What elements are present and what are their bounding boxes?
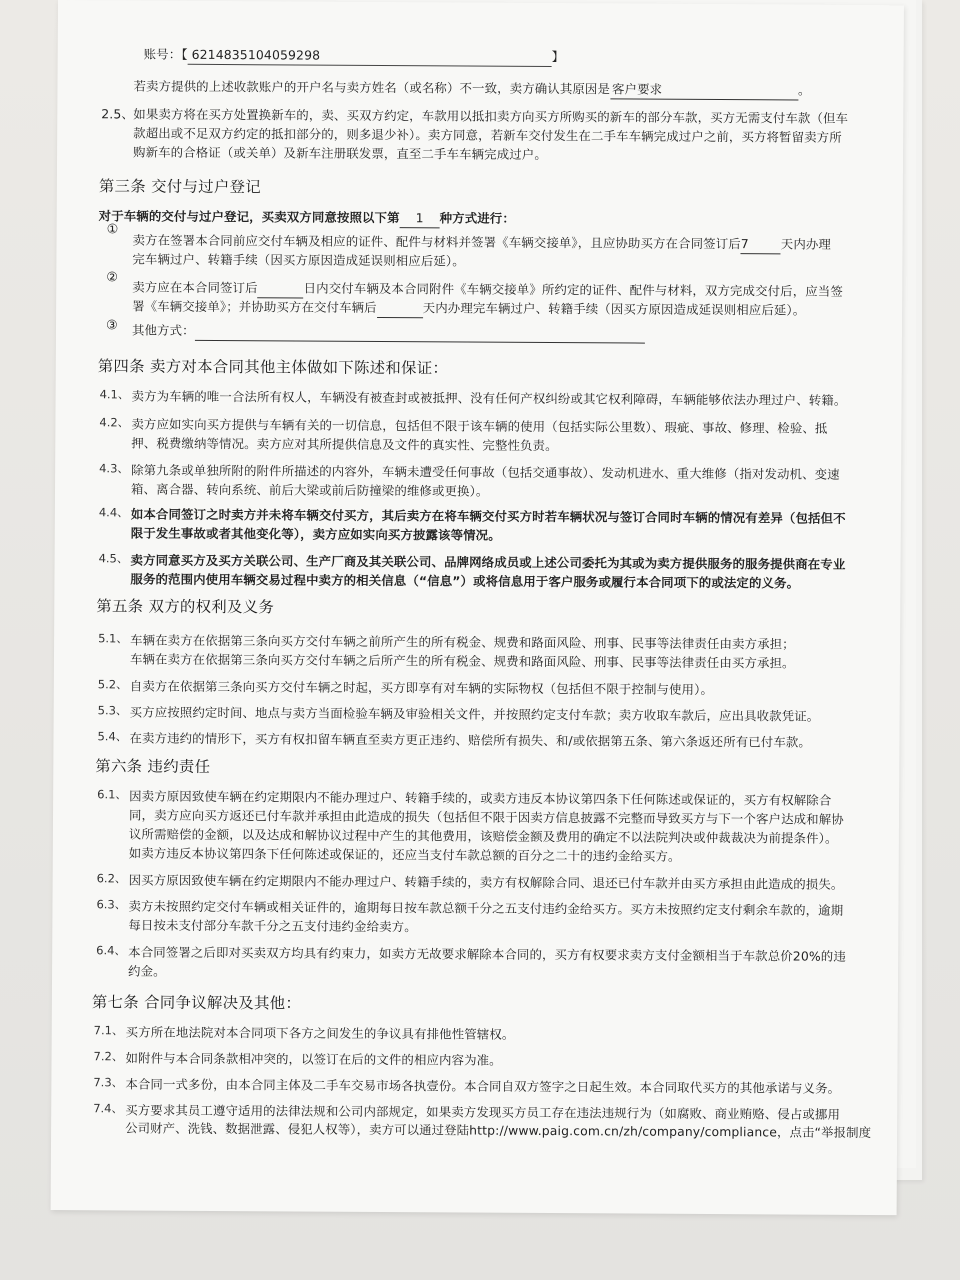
section-3-intro-end: 种方式进行： xyxy=(439,210,515,226)
clause-6-4-num: 6.4、 xyxy=(96,943,127,958)
option-1-days: 7 xyxy=(741,234,781,254)
clause-7-2-line1: 如附件与本合同条款相冲突的，以签订在后的文件的相应内容为准。 xyxy=(125,1050,502,1068)
clause-4-3-line2: 箱、离合器、转向系统、前后大梁或前后防撞梁的维修或更换）。 xyxy=(130,481,489,499)
clause-6-1-num: 6.1、 xyxy=(97,787,127,802)
clause-6-3-num: 6.3、 xyxy=(96,897,127,912)
option-2-mark: ② xyxy=(106,270,119,286)
option-1-text-end: 天内办理 xyxy=(780,236,832,252)
section-3-title: 第三条 交付与过户登记 xyxy=(98,177,262,197)
option-2-text-end: 天内办理完车辆过户、转籍手续（因买方原因造成延误则相应后延）。 xyxy=(422,300,806,318)
clause-4-2-line2: 押、税费缴纳等情况。卖方应对其所提供信息及文件的真实性、完整性负责。 xyxy=(131,435,558,454)
clause-7-3-line1: 本合同一式多份，由本合同主体及二手车交易市场各执壹份。本合同自双方签字之日起生效。本合同取代买方的其他承诺与义务。 xyxy=(125,1076,841,1096)
option-2-text-2: 署《车辆交接单》；并协助买方在交付车辆后 xyxy=(132,298,377,315)
clause-7-1-line1: 买方所在地法院对本合同项下各方之间发生的争议具有排他性管辖权。 xyxy=(125,1024,515,1042)
option-2-days-blank xyxy=(258,278,304,298)
clause-4-2-num: 4.2、 xyxy=(99,415,130,430)
account-line xyxy=(144,45,565,68)
clause-4-5-line2: 服务的范围内使用车辆交易过程中卖方的相关信息（“信息”）或将信息用于客户服务或履行本合同项下的或法定的义务。 xyxy=(130,571,800,591)
clause-5-1-num: 5.1、 xyxy=(98,631,128,646)
clause-2-5-line2: 款超出或不足双方约定的抵扣部分的，则多退少补）。卖方同意，若新车交付发生在二手车车辆完成过户之前，买方将暂留卖方所 xyxy=(133,125,842,145)
clause-6-1-line4: 如卖方违反本协议第四条下任何陈述或保证的，还应当支付车款总额的百分之二十的违约金给买方。 xyxy=(128,845,681,864)
account-reason-line xyxy=(133,76,810,100)
clause-4-5-line1: 卖方同意买方及买方关联公司、生产厂商及其关联公司、品牌网络成员或上述公司委托为其或为卖方提供服务的服务提供商在专业 xyxy=(130,552,846,572)
option-3-blank xyxy=(195,321,645,344)
clause-6-4-line1: 本合同签署之后即对买卖双方均具有约束力，如卖方无故要求解除本合同的，买方有权要求卖方支付金额相当于车款总价20%的违 xyxy=(128,944,846,964)
clause-6-1-line1: 因卖方原因致使车辆在约定期限内不能办理过户、转籍手续的，或卖方违反本协议第四条下任何陈述或保证的，买方有权解除合 xyxy=(129,788,832,808)
clause-6-2-num: 6.2、 xyxy=(96,871,127,886)
account-close: 】 xyxy=(551,49,565,65)
clause-4-4-num: 4.4、 xyxy=(98,505,129,520)
account-reason-text: 若卖方提供的上述收款账户的开户名与卖方姓名（或名称）不一致，卖方确认其原因是 xyxy=(133,78,611,97)
clause-7-4-line1: 买方要求其员工遵守适用的法律法规和公司内部规定，如果卖方发现买方员工存在违法违规行为（如腐败、商业贿赂、侵占或挪用 xyxy=(125,1102,841,1122)
section-7-title: 第七条 合同争议解决及其他： xyxy=(91,993,302,1013)
clause-4-3-num: 4.3、 xyxy=(99,461,129,476)
clause-5-2-line1: 自卖方在依据第三条向买方交付车辆之时起，买方即享有对车辆的实际物权（包括但不限于控制与使用）。 xyxy=(129,678,714,698)
clause-4-5-num: 4.5、 xyxy=(98,551,129,566)
option-2-text-mid: 日内交付车辆及本合同附件《车辆交接单》所约定的证件、配件与材料，双方完成交付后，应当签 xyxy=(303,280,843,299)
clause-5-4-line1: 在卖方违约的情形下，买方有权扣留车辆直至卖方更正违约、赔偿所有损失、和/或依据第五条、第六条返还所有已付车款。 xyxy=(129,730,812,750)
clause-6-1-line2: 同，卖方应向买方返还已付车款并承担由此造成的损失（包括但不限于因卖方信息披露不完整而导致买方与下一个客户达成和解协 xyxy=(128,807,844,827)
option-1-mark: ① xyxy=(106,222,119,238)
option-3-line xyxy=(132,320,645,343)
clause-4-4-line1: 如本合同签订之时卖方并未将车辆交付买方，其后卖方在将车辆交付买方时若车辆状况与签订合同时车辆的情况有差异（包括但不 xyxy=(130,506,846,526)
clause-7-4-line2: 公司财产、洗钱、数据泄露、侵犯人权等），卖方可以通过登陆http://www.paig.com.cn/zh/company/compliance，点击“举报制度 xyxy=(125,1121,872,1140)
section-3-intro xyxy=(99,206,515,229)
section-6-title: 第六条 违约责任 xyxy=(95,757,211,776)
clause-4-2-line1: 卖方应如实向买方提供与车辆有关的一切信息，包括但不限于该车辆的使用（包括实际公里数）、瑕疵、事故、修理、检验、抵 xyxy=(131,416,828,436)
option-2-text: 卖方应在本合同签订后 xyxy=(132,279,258,296)
clause-5-1-line2: 车辆在卖方在依据第三条向买方交付车辆之后所产生的所有税金、规费和路面风险、刑事、民事等法律责任由买方承担。 xyxy=(129,651,795,671)
option-3-label: 其他方式： xyxy=(131,322,195,338)
clause-2-5-line3: 购新车的合格证（或关单）及新车注册联发票，直至二手车车辆完成过户。 xyxy=(133,144,547,162)
clause-5-3-num: 5.3、 xyxy=(97,703,128,718)
account-number: 6214835104059298 xyxy=(188,45,552,67)
option-2-line2 xyxy=(132,296,805,320)
section-3-method-value: 1 xyxy=(400,208,440,228)
clause-6-4-line2: 约金。 xyxy=(128,963,166,979)
clause-5-3-line1: 买方应按照约定时间、地点与卖方当面检验车辆及审验相关文件，并按照约定支付车款；卖方收取车款后，应出具收款凭证。 xyxy=(129,704,820,724)
clause-6-2-line1: 因买方原因致使车辆在约定期限内不能办理过户、转籍手续的，卖方有权解除合同、退还已付车款并由买方承担由此造成的损失。 xyxy=(128,872,844,892)
contract-page xyxy=(51,0,904,1215)
clause-4-1-num: 4.1、 xyxy=(99,387,130,402)
clause-5-1-line1: 车辆在卖方在依据第三条向买方交付车辆之前所产生的所有税金、规费和路面风险、刑事、民事等法律责任由卖方承担； xyxy=(130,632,795,652)
account-label: 账号：【 xyxy=(143,46,188,62)
option-3-mark: ③ xyxy=(105,318,118,334)
clause-4-4-line2: 限于发生事故或者其他变化等），卖方应如实向买方披露该等情况。 xyxy=(130,525,501,543)
clause-4-1-line1: 卖方为车辆的唯一合法所有权人，车辆没有被查封或被抵押、没有任何产权纠纷或其它权利障碍，车辆能够依法办理过户、转籍。 xyxy=(131,388,847,408)
section-4-title: 第四条 卖方对本合同其他主体做如下陈述和保证： xyxy=(97,357,449,378)
option-2-days2-blank xyxy=(377,298,423,318)
section-5-title: 第五条 双方的权利及义务 xyxy=(96,597,275,617)
clause-7-2-num: 7.2、 xyxy=(93,1049,124,1064)
clause-5-2-num: 5.2、 xyxy=(97,677,128,692)
clause-4-3-line1: 除第九条或单独所附的附件所描述的内容外，车辆未遭受任何事故（包括交通事故）、发动机进水、重大维修（指对发动机、变速 xyxy=(131,462,840,482)
clause-6-3-line1: 卖方未按照约定交付车辆或相关证件的，逾期每日按车款总额千分之五支付违约金给买方。买方未按照约定支付剩余车款的，逾期 xyxy=(128,898,844,918)
option-1-line2: 完车辆过户、转籍手续（因买方原因造成延误则相应后延）。 xyxy=(132,251,465,269)
account-reason-end: 。 xyxy=(797,82,811,98)
clause-2-5-line1: 如果卖方将在买方处置换新车的，卖、买双方约定，车款用以抵扣卖方向买方所购买的新车的部分车款，买方无需支付车款（但车 xyxy=(133,106,849,126)
clause-5-4-num: 5.4、 xyxy=(97,729,128,744)
clause-7-4-num: 7.4、 xyxy=(93,1101,124,1116)
clause-6-3-line2: 每日按未支付部分车款千分之五支付违约金给卖方。 xyxy=(128,917,417,935)
clause-6-1-line3: 议所需赔偿的金额，以及达成和解协议过程中产生的其他费用，该赔偿金额及费用的确定不以法院判决或仲裁裁决为前提条件）。 xyxy=(128,826,838,846)
clause-7-3-num: 7.3、 xyxy=(93,1075,124,1090)
account-reason-value: 客户要求 xyxy=(610,79,798,100)
clause-7-1-num: 7.1、 xyxy=(93,1023,124,1038)
section-3-intro-text: 对于车辆的交付与过户登记，买卖双方同意按照以下第 xyxy=(98,208,400,226)
option-1-text: 卖方在签署本合同前应交付车辆及相应的证件、配件与材料并签署《车辆交接单》，且应协助买方在合同签订后 xyxy=(132,232,741,252)
clause-2-5-num: 2.5、 xyxy=(101,106,135,122)
